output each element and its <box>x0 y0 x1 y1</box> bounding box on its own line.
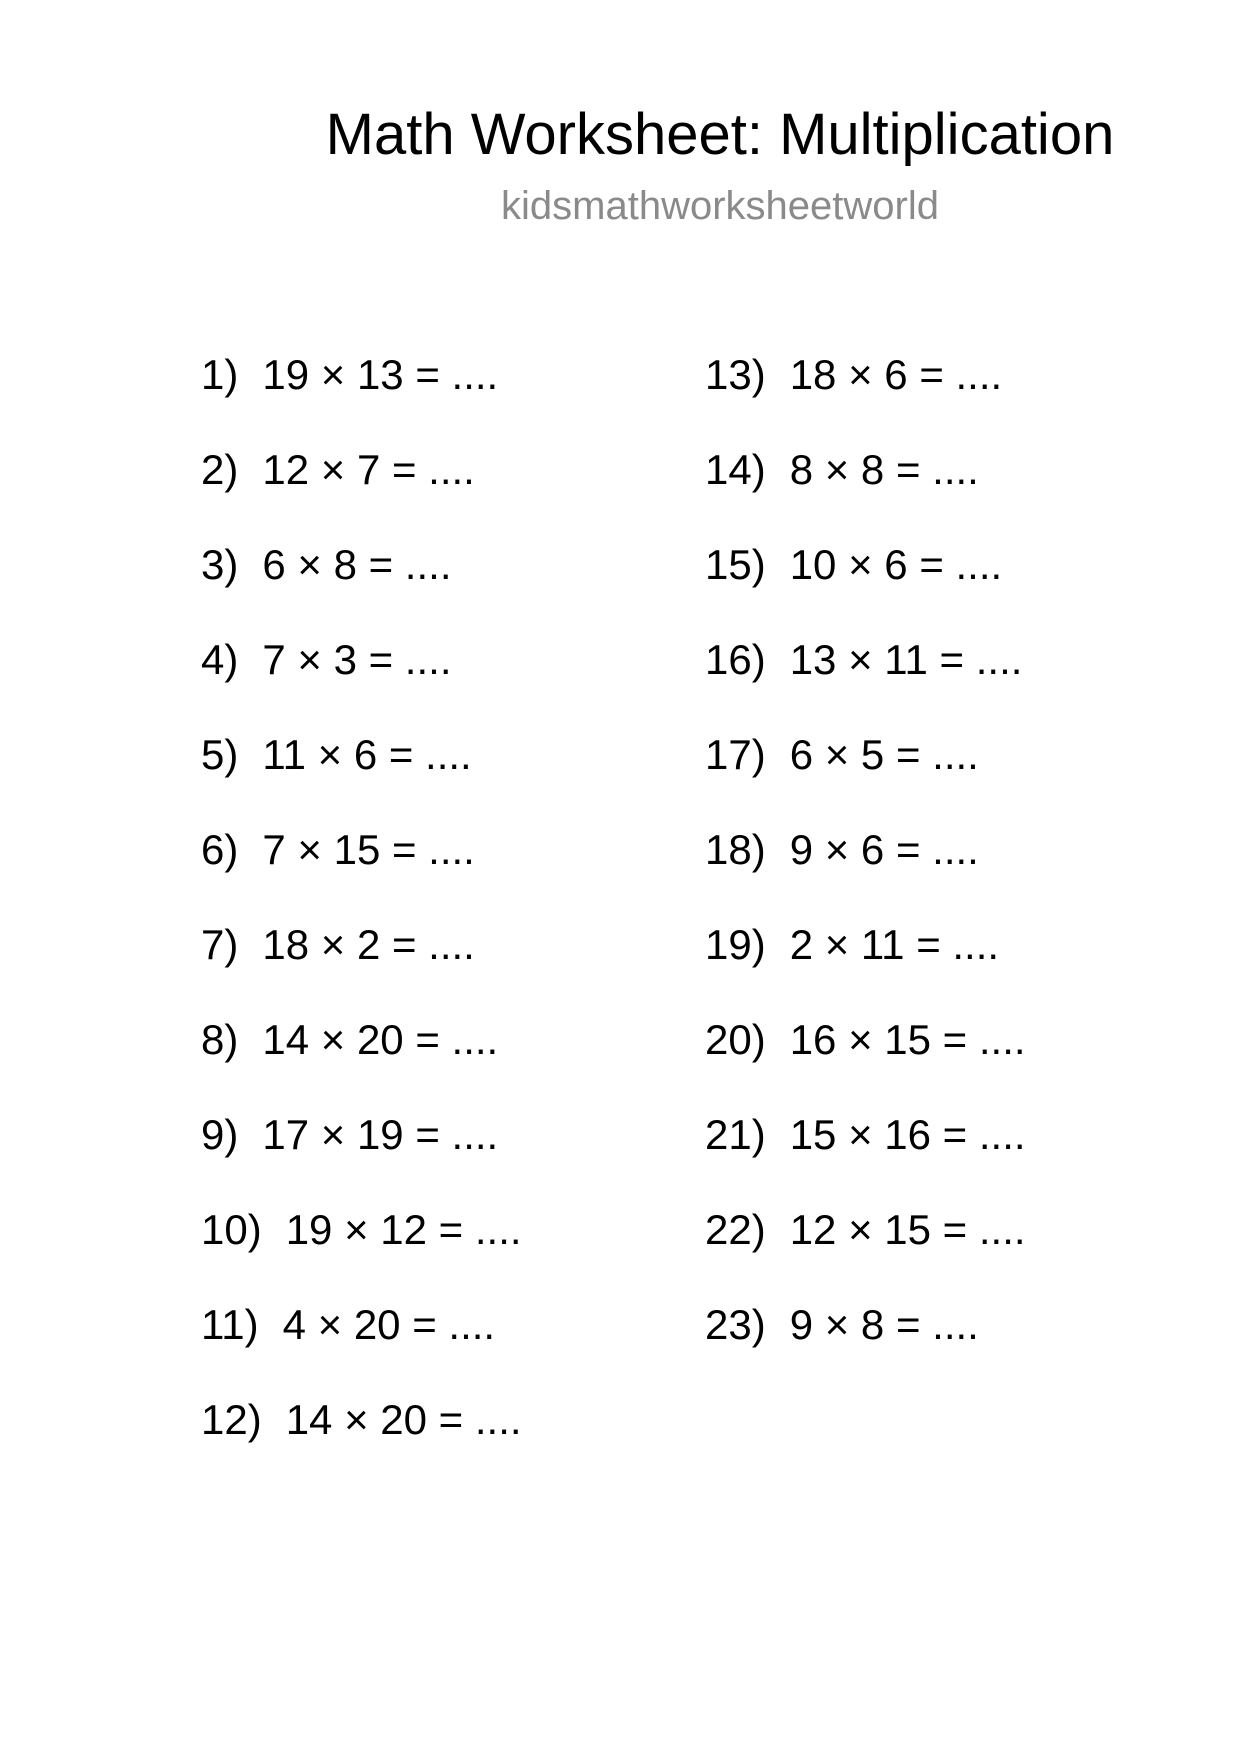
problem-item <box>705 915 1205 1010</box>
problem-expression: 9 × 6 = .... <box>789 826 979 873</box>
problem-expression: 19 × 13 = .... <box>262 351 499 398</box>
problem-expression: 16 × 15 = .... <box>789 1016 1026 1063</box>
problem-expression: 6 × 5 = .... <box>789 731 979 778</box>
problem-expression: 4 × 20 = .... <box>282 1301 496 1348</box>
problem-number: 10) <box>201 1206 262 1253</box>
problem-expression: 8 × 8 = .... <box>789 446 979 493</box>
problem-expression: 17 × 19 = .... <box>262 1111 499 1158</box>
problem-item <box>705 1105 1205 1200</box>
problem-item <box>201 820 681 915</box>
problem-number: 3) <box>201 541 239 588</box>
problem-item <box>705 820 1205 915</box>
problem-item <box>705 1010 1205 1105</box>
problem-item <box>705 440 1205 535</box>
problem-expression: 19 × 12 = .... <box>285 1206 522 1253</box>
problem-number: 12) <box>201 1396 262 1443</box>
problem-item <box>705 630 1205 725</box>
problem-item <box>201 1010 681 1105</box>
problem-expression: 14 × 20 = .... <box>285 1396 522 1443</box>
problem-number: 4) <box>201 636 239 683</box>
page-title: Math Worksheet: Multiplication <box>325 102 1115 167</box>
problem-number: 20) <box>705 1016 766 1063</box>
problem-column-left <box>201 345 681 1485</box>
problem-expression: 11 × 6 = .... <box>262 731 472 778</box>
problem-expression: 9 × 8 = .... <box>789 1301 979 1348</box>
problem-expression: 6 × 8 = .... <box>262 541 452 588</box>
problem-item <box>201 1200 681 1295</box>
problem-expression: 18 × 6 = .... <box>789 351 1003 398</box>
problem-expression: 7 × 15 = .... <box>262 826 475 873</box>
problem-expression: 18 × 2 = .... <box>262 921 475 968</box>
problem-item <box>201 725 681 820</box>
problem-number: 1) <box>201 351 239 398</box>
problem-item <box>705 1200 1205 1295</box>
problem-number: 2) <box>201 446 239 493</box>
problem-number: 16) <box>705 636 766 683</box>
problem-expression: 7 × 3 = .... <box>262 636 452 683</box>
problem-item <box>201 1105 681 1200</box>
problem-item <box>201 440 681 535</box>
problem-expression: 10 × 6 = .... <box>789 541 1003 588</box>
problem-expression: 14 × 20 = .... <box>262 1016 499 1063</box>
problem-item <box>201 630 681 725</box>
problem-item <box>705 345 1205 440</box>
problem-number: 7) <box>201 921 239 968</box>
problem-expression: 15 × 16 = .... <box>789 1111 1026 1158</box>
problem-number: 11) <box>201 1301 259 1348</box>
problem-number: 15) <box>705 541 766 588</box>
problem-item <box>201 345 681 440</box>
problem-item <box>201 535 681 630</box>
problem-item <box>201 1295 681 1390</box>
problem-number: 9) <box>201 1111 239 1158</box>
problem-item <box>705 535 1205 630</box>
problem-number: 13) <box>705 351 766 398</box>
problem-number: 5) <box>201 731 239 778</box>
problem-number: 6) <box>201 826 239 873</box>
problem-item <box>705 725 1205 820</box>
problem-number: 17) <box>705 731 766 778</box>
problem-item <box>201 915 681 1010</box>
problem-number: 14) <box>705 446 766 493</box>
problem-number: 18) <box>705 826 766 873</box>
page-subtitle: kidsmathworksheetworld <box>501 184 939 228</box>
problem-number: 23) <box>705 1301 766 1348</box>
problem-expression: 12 × 15 = .... <box>789 1206 1026 1253</box>
problem-expression: 13 × 11 = .... <box>789 636 1023 683</box>
problem-expression: 2 × 11 = .... <box>789 921 1000 968</box>
problem-number: 21) <box>705 1111 766 1158</box>
problem-column-right <box>705 345 1205 1390</box>
problem-number: 8) <box>201 1016 239 1063</box>
problem-item <box>201 1390 681 1485</box>
problem-number: 22) <box>705 1206 766 1253</box>
problem-number: 19) <box>705 921 766 968</box>
problem-expression: 12 × 7 = .... <box>262 446 475 493</box>
problem-item <box>705 1295 1205 1390</box>
